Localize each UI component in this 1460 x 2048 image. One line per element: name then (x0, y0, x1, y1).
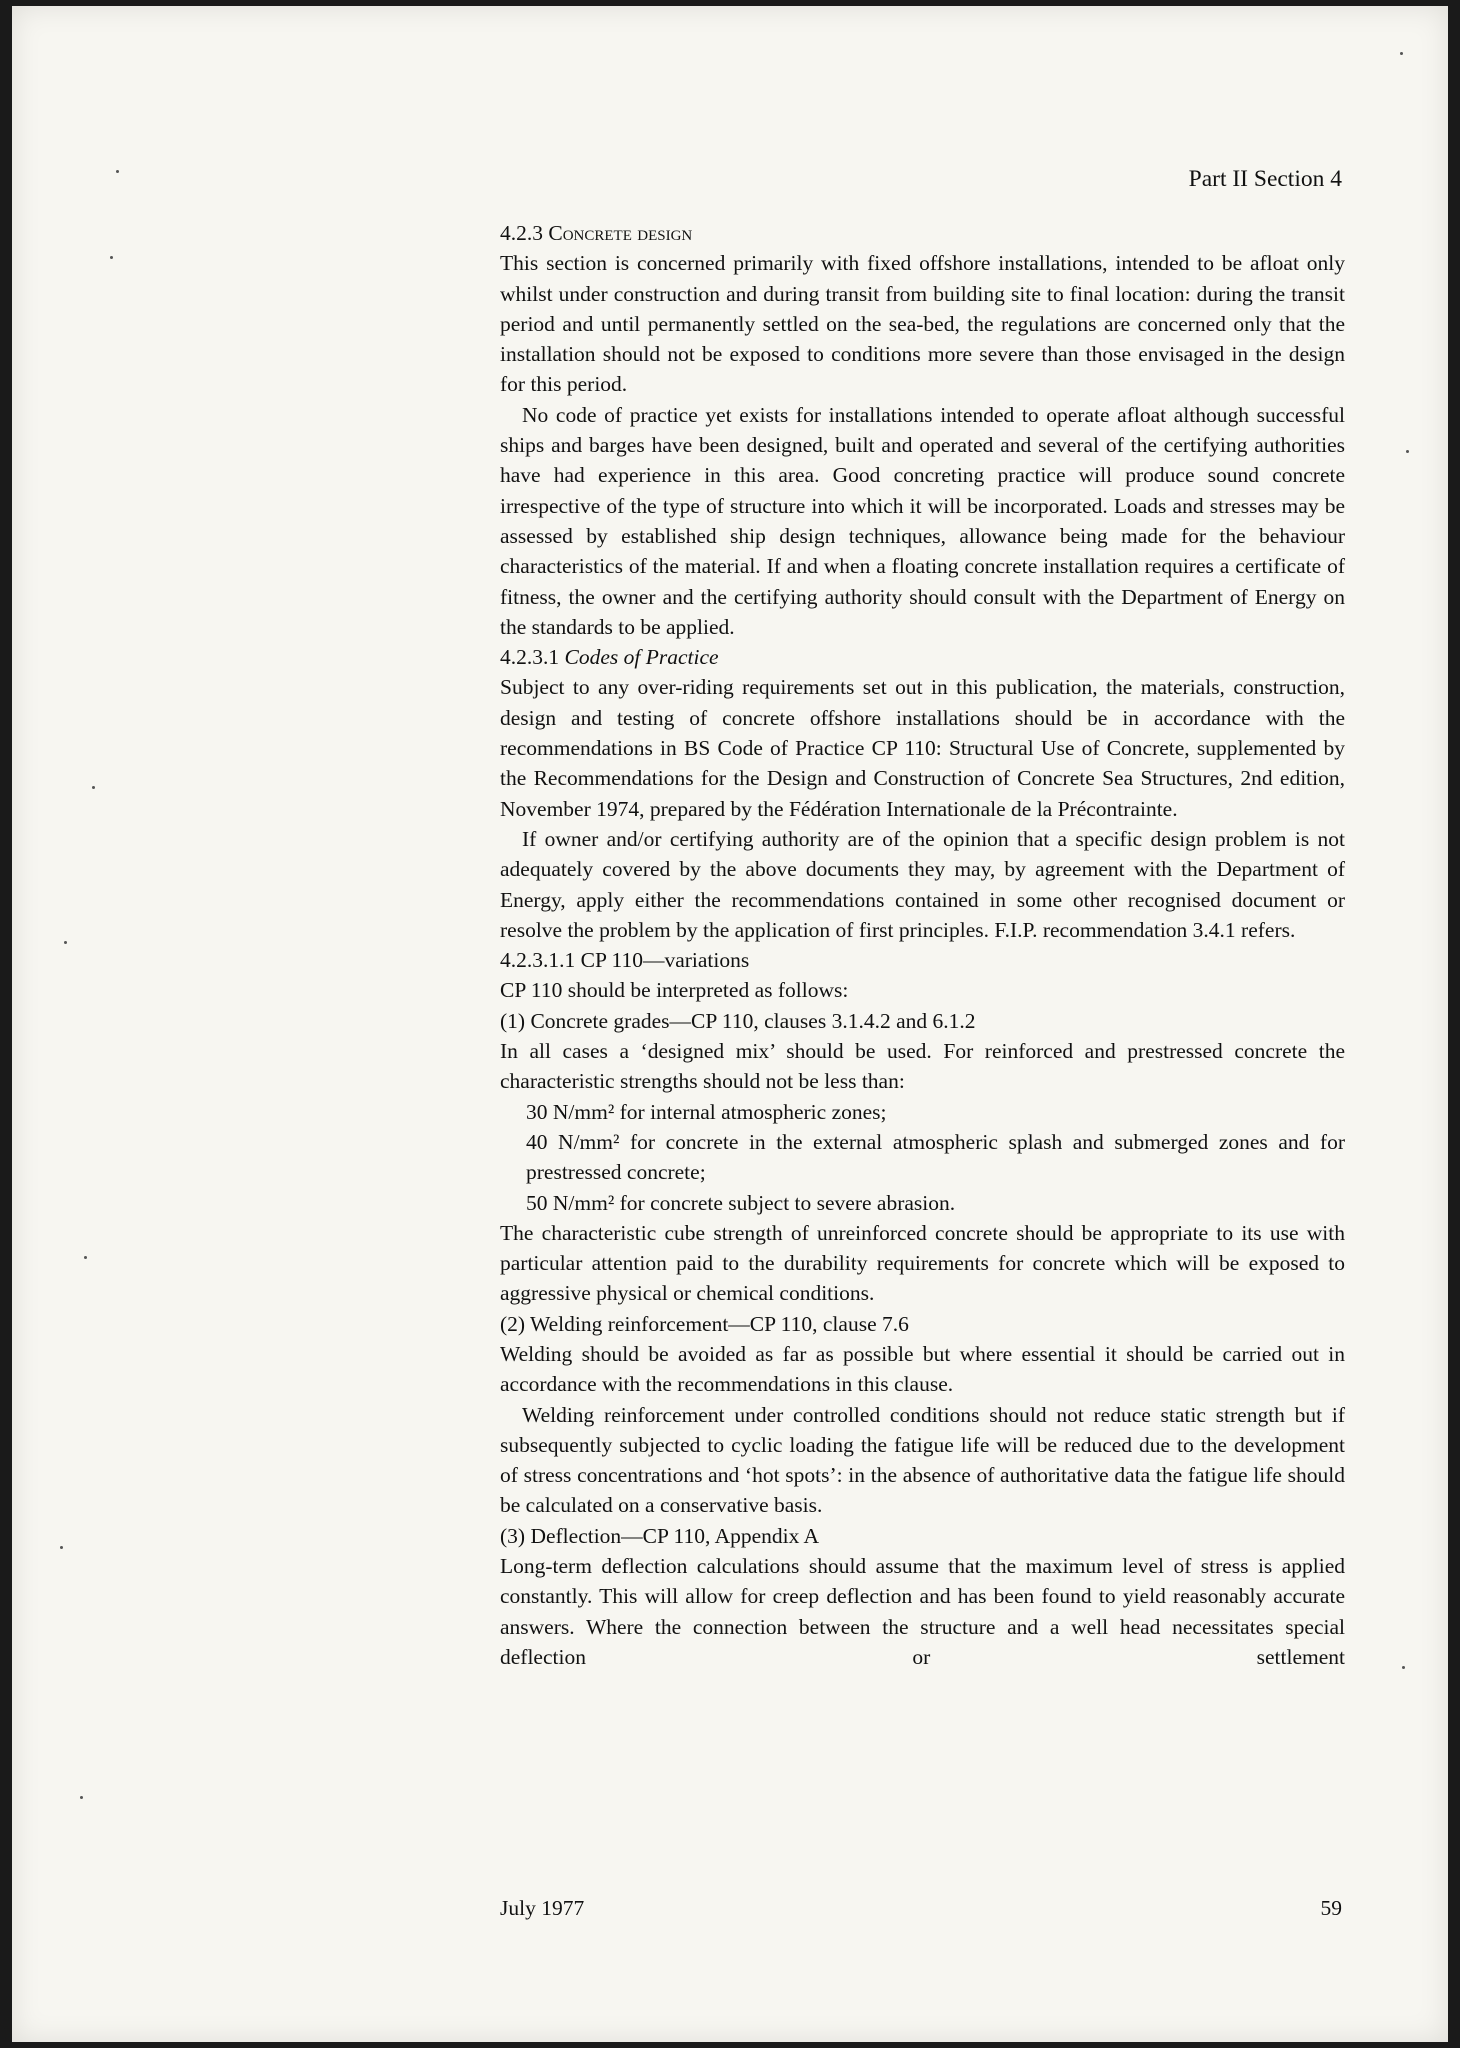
paragraph: Long-term deflection calculations should assume that the maximum level of stress is applied constantly. This will allow for creep deflection and has been found to yield reasonably accurate answers. Where the connection between the structure and a well head necessitates special deflection or settlement (500, 1554, 1345, 1669)
paragraph: Subject to any over-riding requirements set out in this publication, the materials, construction, design and testing of concrete offshore installations should be in accordance with the recommendations in BS Code of Practice CP 110: Structural Use of Concrete, supplemented by the Recommendations for the Design and Construction of Concrete Sea Structures, 2nd edition, November 1974, prepared by the Fédération Internationale de la Précontrainte. (500, 675, 1345, 821)
scan-speck (116, 170, 119, 173)
page-number: 59 (1320, 1896, 1342, 1920)
section-heading-4-2-3-1-1: 4.2.3.1.1 CP 110—variations (500, 948, 750, 973)
paragraph: Welding should be avoided as far as possible but where essential it should be carried out in accordance with the recommendations in this clause. (500, 1341, 1345, 1397)
section-number: 4.2.3 (500, 221, 543, 245)
section-title: Codes of Practice (564, 645, 719, 670)
section-number: 4.2.3.1 (500, 645, 560, 670)
scan-speck (80, 1796, 83, 1799)
section-heading-4-2-3 (500, 218, 1345, 248)
sub-item: 30 N/mm² for internal atmospheric zones; (526, 1099, 887, 1124)
paragraph: Welding reinforcement under controlled conditions should not reduce static strength but if subsequently subjected to cyclic loading the fatigue life will be reduced due to the development of stress concentrations and ‘hot spots’: in the absence of authoritative data the fatigue life should be calculated on a conservative basis. (500, 1402, 1345, 1518)
paragraph: CP 110 should be interpreted as follows: (500, 978, 849, 1003)
paragraph: This section is concerned primarily with fixed offshore installations, intended to be afloat only whilst under construction and during transit from building site to final location: during the transit period and until permanently settled on the sea-bed, the regulations are concerned only that the installation should not be exposed to conditions more severe than those envisaged in the design for this period. (500, 251, 1345, 397)
paragraph: The characteristic cube strength of unreinforced concrete should be appropriate to its use with particular attention paid to the durability requirements for concrete which will be exposed to aggressive physical or chemical conditions. (500, 1220, 1345, 1306)
paragraph: If owner and/or certifying authority are of the opinion that a specific design problem is not adequately covered by the above documents they may, by agreement with the Department of Energy, apply either the recommendations contained in some other recognised document or resolve the problem by the application of first principles. F.I.P. recommendation 3.4.1 refers. (500, 826, 1345, 942)
item-heading: (1) Concrete grades—CP 110, clauses 3.1.4.2 and 6.1.2 (500, 1008, 976, 1033)
footer-date: July 1977 (500, 1896, 585, 1920)
paragraph: No code of practice yet exists for installations intended to operate afloat although successful ships and barges have been designed, built and operated and several of the certifying authorities have had experience in this area. Good concreting practice will produce sound concrete irrespective of the type of structure into which it will be incorporated. Loads and stresses may be assessed by established ship design techniques, allowance being made for the behaviour characteristics of the material. If and when a floating concrete installation requires a certificate of fitness, the owner and the certifying authority should consult with the Department of Energy on the standards to be applied. (500, 402, 1345, 639)
paragraph: In all cases a ‘designed mix’ should be used. For reinforced and prestressed concrete the characteristic strengths should not be less than: (500, 1039, 1345, 1094)
scan-speck (84, 1256, 87, 1259)
scan-speck (60, 1546, 63, 1549)
document-page (12, 6, 1448, 2042)
scan-speck (1406, 450, 1409, 453)
running-head: Part II Section 4 (1188, 166, 1342, 192)
scan-speck (92, 786, 95, 789)
scan-speck (1402, 1666, 1405, 1669)
sub-item: 50 N/mm² for concrete subject to severe abrasion. (526, 1190, 956, 1215)
scan-speck (110, 256, 113, 259)
scan-speck (64, 941, 67, 944)
item-heading: (2) Welding reinforcement—CP 110, clause 7.6 (500, 1311, 909, 1336)
sub-item: 40 N/mm² for concrete in the external atmospheric splash and submerged zones and for prestressed concrete; (526, 1129, 1345, 1185)
item-heading: (3) Deflection—CP 110, Appendix A (500, 1523, 820, 1548)
scan-speck (1400, 52, 1403, 55)
body-text (500, 218, 1345, 1672)
section-heading-4-2-3-1 (500, 642, 1345, 672)
section-title: Concrete design (548, 221, 693, 245)
